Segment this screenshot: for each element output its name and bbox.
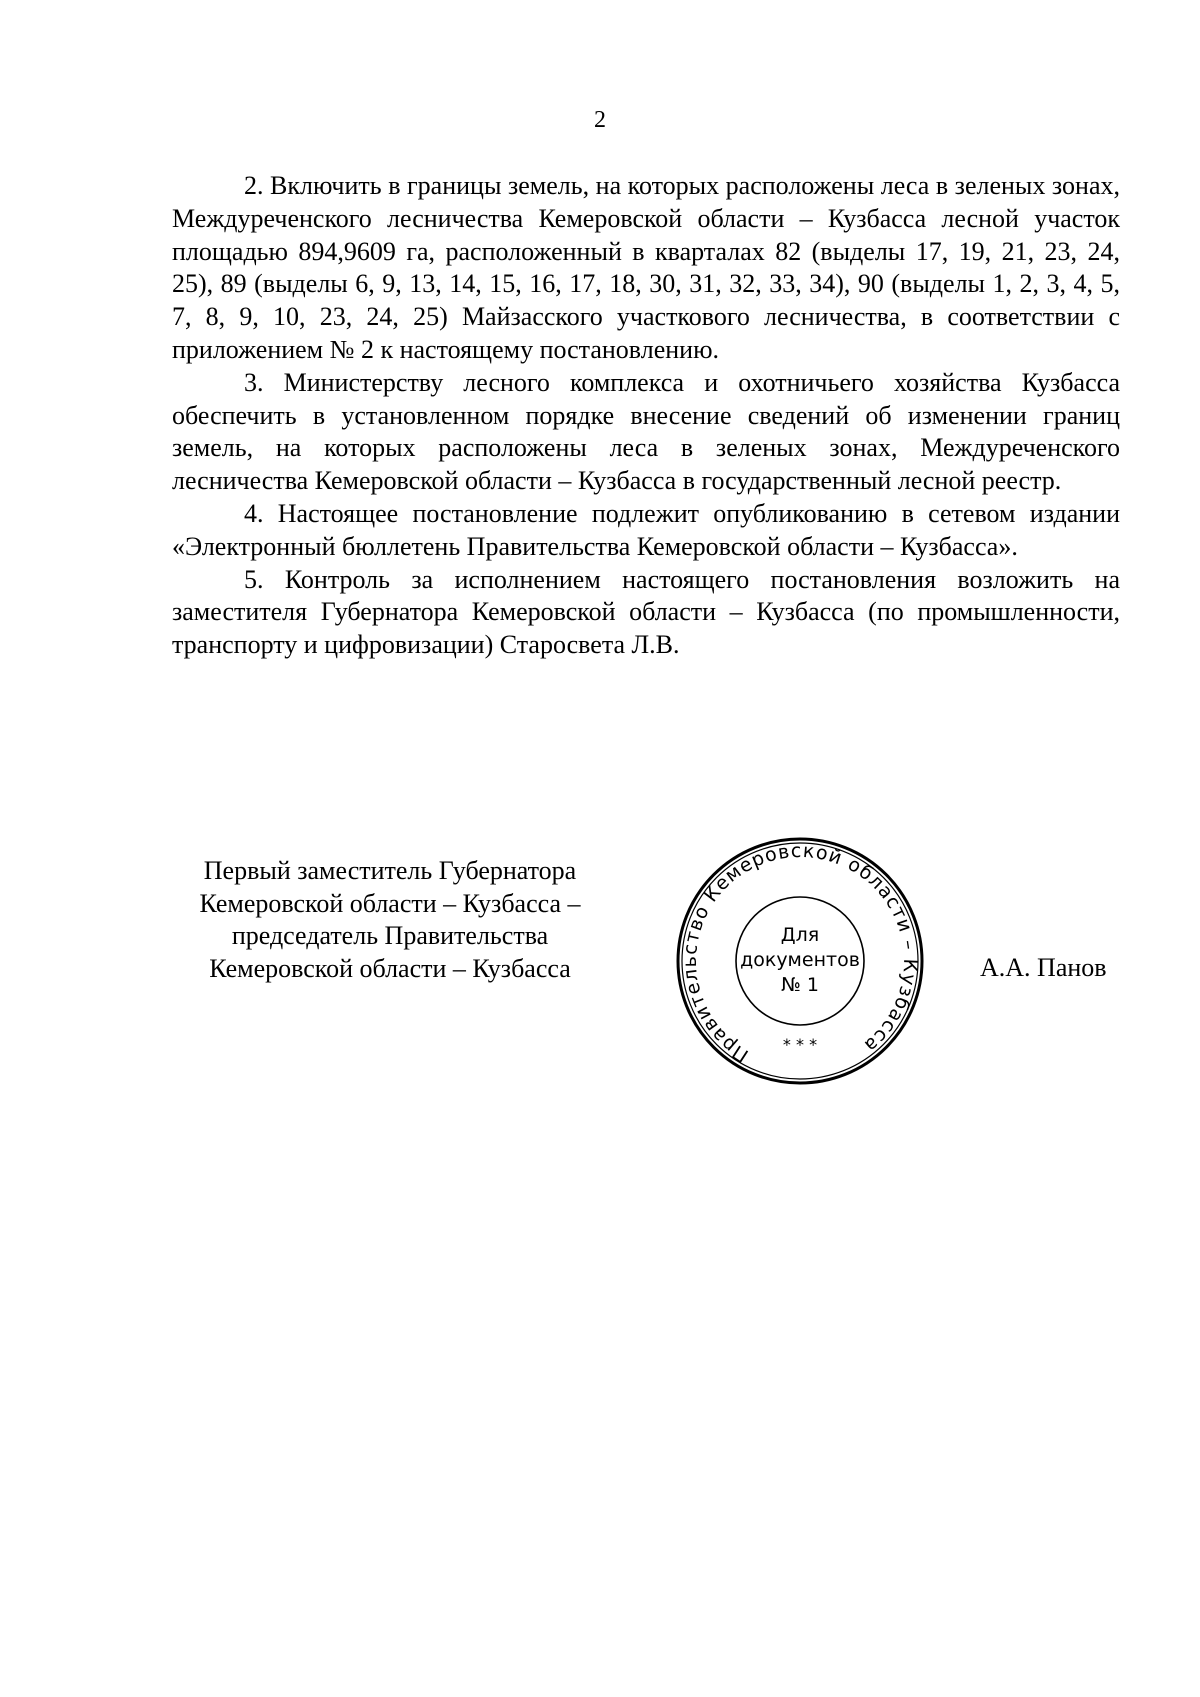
document-body: [172, 170, 1120, 662]
signatory-position-line: Кемеровской области – Кузбасса –: [199, 888, 581, 918]
stamp-ring-text: Правительство Кемеровской области – Кузбасса: [678, 839, 922, 1067]
stamp-center-line: Для: [780, 924, 820, 946]
stamp-stars: * * *: [782, 1035, 818, 1054]
signer-name: А.А. Панов: [980, 953, 1107, 982]
paragraph-4: 4. Настоящее постановление подлежит опубликованию в сетевом издании «Электронный бюллетень Правительства Кемеровской области – Кузбасса».: [172, 498, 1120, 561]
signatory-position-line: председатель Правительства: [231, 921, 549, 950]
paragraph-5: 5. Контроль за исполнением настоящего постановления возложить на заместителя Губернатора Кемеровской области – Кузбасса (по промышленности, транспорту и цифровизации) Старосвета Л.В.: [172, 564, 1120, 660]
stamp-center-line: документов: [740, 949, 860, 971]
paragraph-3: 3. Министерству лесного комплекса и охотничьего хозяйства Кузбасса обеспечить в установленном порядке внесение сведений об изменении границ земель, на которых расположены леса в зеленых зонах, Междуреченского лесничества Кемеровской области – Кузбасса в государственный лесной реестр.: [172, 367, 1120, 496]
official-stamp: [675, 836, 925, 1086]
signatory-position-line: Первый заместитель Губернатора: [203, 856, 577, 885]
signatory-position-line: Кемеровской области – Кузбасса: [209, 953, 571, 983]
signatory-position: [160, 855, 620, 985]
stamp-center-line: № 1: [781, 974, 819, 996]
page-number: 2: [594, 107, 606, 133]
stamp-seal: [675, 836, 925, 1086]
paragraph-2: 2. Включить в границы земель, на которых расположены леса в зеленых зонах, Междуреченского лесничества Кемеровской области – Кузбасса лесной участок площадью 894,9609 га, расположенный в кварталах 82 (выделы 17, 19, 21, 23, 24, 25), 89 (выделы 6, 9, 13, 14, 15, 16, 17, 18, 30, 31, 32, 33, 34), 90 (выделы 1, 2, 3, 4, 5, 7, 8, 9, 10, 23, 24, 25) Майзасского участкового лесничества, в соответствии с приложением № 2 к настоящему постановлению.: [172, 171, 1120, 364]
